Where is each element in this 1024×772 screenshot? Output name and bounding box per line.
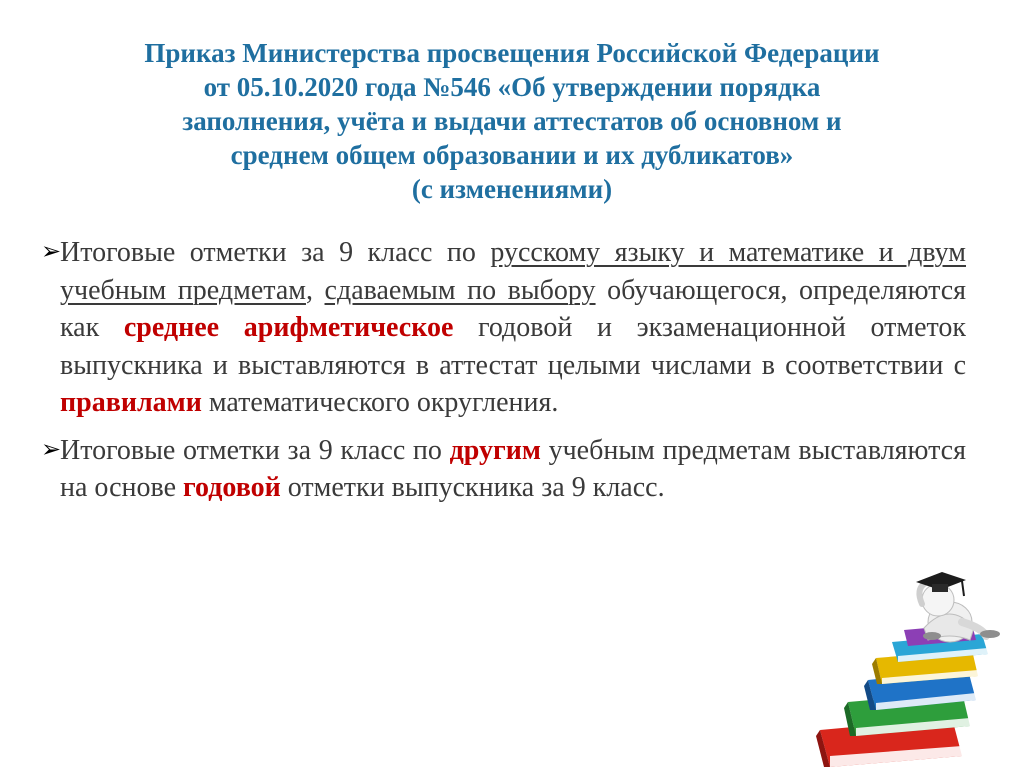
bullet-item-1: [42, 234, 966, 422]
arrow-bullet-icon: ➢: [41, 239, 62, 265]
arrow-bullet-icon: ➢: [41, 436, 62, 463]
bullet-list: [42, 234, 966, 517]
title-line-1: Приказ Министерства просвещения Российской Федерации: [144, 38, 880, 68]
title-line-4: среднем общем образовании и их дубликатов»: [230, 140, 794, 170]
title-line-5: (с изменениями): [411, 174, 613, 204]
highlight-rules: правилами: [60, 387, 202, 418]
text-segment: Итоговые отметки за 9 класс по: [60, 237, 491, 268]
bullet-2-text: [60, 435, 966, 504]
text-segment: учебным предметам выставляются на основе: [60, 434, 966, 503]
text-segment: математического округления.: [201, 387, 559, 418]
highlight-annual: годовой: [183, 472, 281, 503]
graduate-on-books-icon: [812, 570, 1024, 767]
title-line-2: от 05.10.2020 года №546 «Об утверждении порядка: [203, 72, 821, 102]
text-segment: годовой и экзаменационной отметок выпускника и выставляются в аттестат целыми числами в соответствии с: [60, 312, 966, 381]
highlight-average: среднее арифметическое: [123, 312, 454, 343]
highlight-other: другим: [449, 434, 541, 466]
title-line-3: заполнения, учёта и выдачи аттестатов об основном и: [182, 106, 842, 136]
text-segment: ,: [305, 274, 325, 306]
bullet-item-2: [42, 432, 966, 507]
underlined-subjects: русскому языку и математике и двум учебным предметам: [60, 237, 966, 306]
text-segment: Итоговые отметки за 9 класс по: [60, 434, 450, 466]
text-segment: отметки выпускника за 9 класс.: [280, 472, 665, 503]
slide-title: [30, 36, 994, 206]
bullet-1-text: [60, 237, 966, 418]
underlined-choice: сдаваемым по выбору: [324, 274, 596, 306]
text-segment: обучающегося, определяются как: [60, 274, 967, 343]
